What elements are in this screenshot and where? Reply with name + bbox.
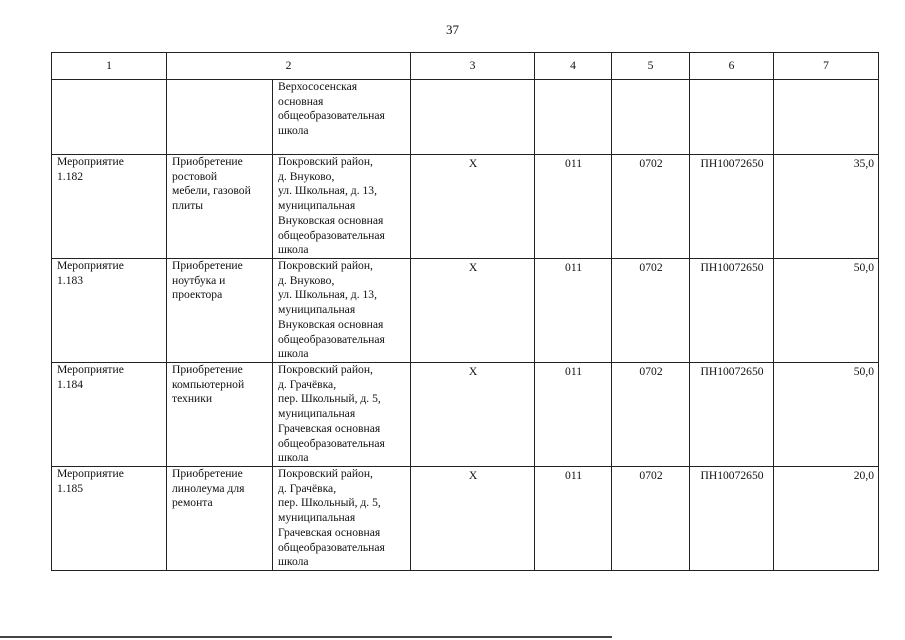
col5-cell: 0702	[612, 155, 690, 259]
description-cell: Приобретение линолеума для ремонта	[167, 467, 273, 571]
event-cell: Мероприятие 1.182	[52, 155, 167, 259]
header-cell-2: 2	[167, 53, 411, 80]
col7-cell: 50,0	[774, 363, 879, 467]
address-line: Верхососенская	[278, 80, 358, 93]
col4-cell: 011	[535, 363, 612, 467]
address-line: общеобразовательная	[278, 109, 385, 123]
col6-cell: ПН10072650	[690, 363, 774, 467]
col3-cell: Х	[411, 259, 535, 363]
col3-cell: Х	[411, 363, 535, 467]
address-line: основная	[278, 94, 324, 108]
table-row	[52, 155, 879, 259]
description-cell: Приобретение компьютерной техники	[167, 363, 273, 467]
col5-cell: 0702	[612, 259, 690, 363]
address-line: школа	[278, 124, 309, 138]
col4-cell: 011	[535, 155, 612, 259]
header-cell-7: 7	[774, 53, 879, 80]
header-cell-1: 1	[52, 53, 167, 80]
address-cell: Покровский район, д. Внуково, ул. Школьная, д. 13, муниципальная Внуковская основная общеобразовательная школа	[273, 259, 411, 363]
address-cell: Покровский район, д. Грачёвка, пер. Школьный, д. 5, муниципальная Грачевская основная общеобразовательная школа	[273, 467, 411, 571]
address-cell	[273, 80, 411, 155]
address-cell: Покровский район, д. Внуково, ул. Школьная, д. 13, муниципальная Внуковская основная общеобразовательная школа	[273, 155, 411, 259]
col6-cell: ПН10072650	[690, 467, 774, 571]
description-cell: Приобретение ноутбука и проектора	[167, 259, 273, 363]
col6-cell: ПН10072650	[690, 155, 774, 259]
event-cell: Мероприятие 1.184	[52, 363, 167, 467]
table-row	[52, 259, 879, 363]
col6-cell: ПН10072650	[690, 259, 774, 363]
description-cell	[167, 80, 273, 155]
event-cell	[52, 80, 167, 155]
event-cell: Мероприятие 1.185	[52, 467, 167, 571]
description-cell: Приобретение ростовой мебели, газовой плиты	[167, 155, 273, 259]
col7-cell: 50,0	[774, 259, 879, 363]
header-cell-4: 4	[535, 53, 612, 80]
col4-cell: 011	[535, 259, 612, 363]
header-cell-6: 6	[690, 53, 774, 80]
budget-table	[51, 52, 879, 571]
header-row	[52, 53, 879, 80]
continuation-row	[52, 80, 879, 155]
page-number: 37	[446, 22, 459, 37]
col4-cell: 011	[535, 467, 612, 571]
col7-cell: 20,0	[774, 467, 879, 571]
col3-cell: Х	[411, 155, 535, 259]
event-cell: Мероприятие 1.183	[52, 259, 167, 363]
col3-cell: Х	[411, 467, 535, 571]
col7-cell: 35,0	[774, 155, 879, 259]
col5-cell: 0702	[612, 363, 690, 467]
header-cell-3: 3	[411, 53, 535, 80]
col5-cell: 0702	[612, 467, 690, 571]
table-row	[52, 467, 879, 571]
page-bottom-rule	[0, 636, 612, 638]
address-cell: Покровский район, д. Грачёвка, пер. Школьный, д. 5, муниципальная Грачевская основная общеобразовательная школа	[273, 363, 411, 467]
table-row	[52, 363, 879, 467]
header-cell-5: 5	[612, 53, 690, 80]
